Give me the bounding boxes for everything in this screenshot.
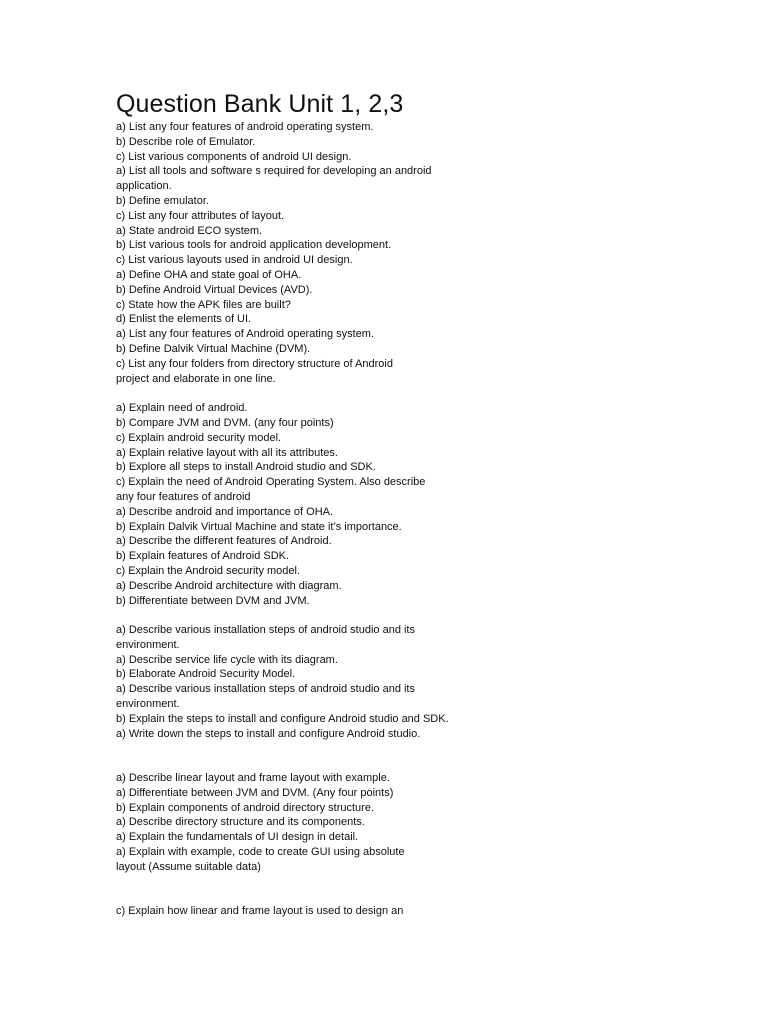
question-line: c) List any four folders from directory structure of Android [116, 357, 393, 370]
question-line: a) State android ECO system. [116, 224, 263, 237]
blank-line [116, 756, 496, 771]
question-line: environment. [116, 698, 180, 711]
question-line: a) List all tools and software s required for developing an android [116, 165, 432, 178]
question-line: a) Describe service life cycle with its diagram. [116, 653, 338, 666]
question-line: c) Explain how linear and frame layout is used to design an [116, 905, 404, 918]
question-line: a) List any four features of android operating system. [116, 121, 374, 133]
question-line: b) Explore all steps to install Android studio and SDK. [116, 461, 376, 474]
question-line: a) Describe Android architecture with diagram. [116, 579, 342, 592]
blank-line [116, 875, 496, 890]
question-list [116, 120, 496, 919]
question-line: b) Explain features of Android SDK. [116, 550, 290, 563]
question-line: c) List any four attributes of layout. [116, 209, 285, 222]
question-line: b) Define Android Virtual Devices (AVD). [116, 283, 313, 296]
question-line: c) Explain android security model. [116, 431, 282, 444]
question-line: layout (Assume suitable data) [116, 860, 261, 873]
question-line: a) Define OHA and state goal of OHA. [116, 268, 302, 281]
question-line: a) Explain the fundamentals of UI design in detail. [116, 831, 359, 844]
question-line: b) Define Dalvik Virtual Machine (DVM). [116, 342, 311, 355]
question-line: d) Enlist the elements of UI. [116, 313, 252, 326]
question-line: a) Describe android and importance of OHA. [116, 505, 334, 518]
question-line: a) Describe linear layout and frame layout with example. [116, 772, 390, 785]
question-line: c) List various components of android UI design. [116, 150, 352, 163]
blank-line [116, 386, 496, 401]
question-line: application. [116, 180, 172, 193]
question-line: b) Elaborate Android Security Model. [116, 668, 296, 681]
question-line: a) Describe the different features of Android. [116, 535, 332, 548]
question-line: b) Explain components of android directory structure. [116, 801, 375, 814]
question-line: a) Write down the steps to install and configure Android studio. [116, 727, 421, 740]
question-line: any four features of android [116, 490, 251, 503]
question-line: b) List various tools for android application development. [116, 239, 392, 252]
document-title: Question Bank Unit 1, 2,3 [116, 90, 404, 118]
blank-line [116, 741, 496, 756]
question-line: a) List any four features of Android operating system. [116, 328, 375, 341]
question-line: b) Compare JVM and DVM. (any four points) [116, 416, 334, 429]
question-line: a) Differentiate between JVM and DVM. (Any four points) [116, 786, 394, 799]
question-line: b) Explain Dalvik Virtual Machine and state it’s importance. [116, 520, 402, 533]
question-line: a) Describe various installation steps of android studio and its [116, 683, 415, 696]
question-line: b) Differentiate between DVM and JVM. [116, 594, 310, 607]
question-line: b) Define emulator. [116, 194, 209, 207]
question-line: a) Explain with example, code to create GUI using absolute [116, 846, 405, 859]
question-line: a) Explain relative layout with all its attributes. [116, 446, 338, 459]
question-line: environment. [116, 638, 180, 651]
question-line: c) State how the APK files are built? [116, 298, 291, 311]
question-line: c) List various layouts used in android UI design. [116, 254, 353, 267]
question-line: b) Describe role of Emulator. [116, 135, 256, 148]
question-line: b) Explain the steps to install and configure Android studio and SDK. [116, 712, 449, 725]
question-line: a) Explain need of android. [116, 402, 248, 415]
blank-line [116, 608, 496, 623]
question-line: a) Describe directory structure and its components. [116, 816, 365, 829]
question-line: c) Explain the need of Android Operating System. Also describe [116, 476, 426, 489]
question-line: a) Describe various installation steps of android studio and its [116, 624, 415, 637]
blank-line [116, 889, 496, 904]
question-line: project and elaborate in one line. [116, 372, 276, 385]
question-line: c) Explain the Android security model. [116, 564, 301, 577]
